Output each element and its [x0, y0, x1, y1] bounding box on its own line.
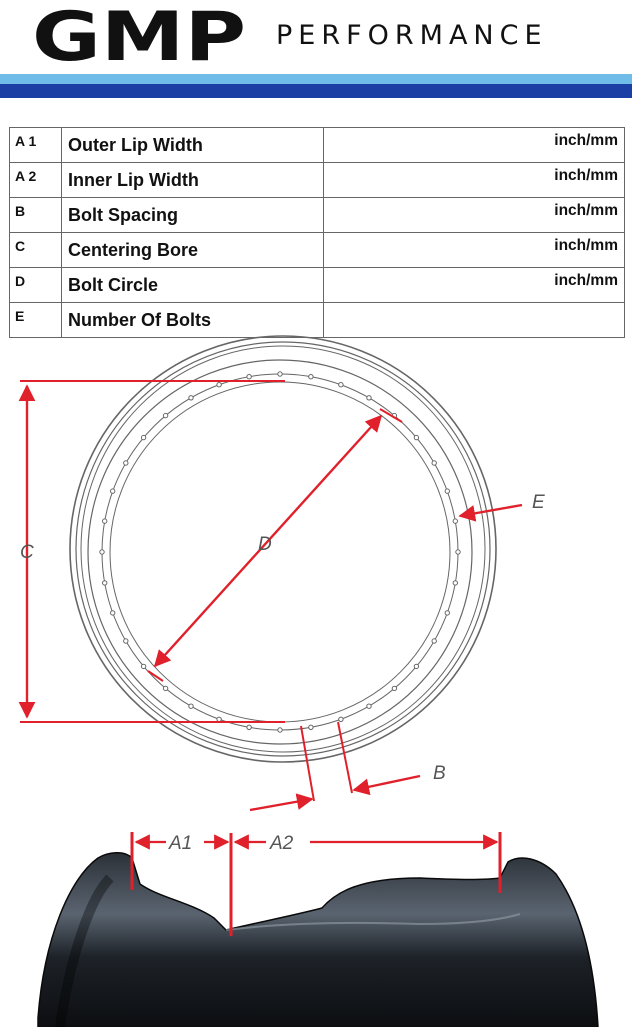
- bolt-hole: [189, 704, 193, 708]
- bolt-hole: [103, 581, 107, 585]
- wheel-barrel: [38, 853, 598, 1027]
- bolt-hole: [124, 461, 128, 465]
- row-label: Inner Lip Width: [62, 163, 324, 198]
- bolt-hole: [453, 581, 457, 585]
- wheel-diagram: [0, 318, 632, 1027]
- barrel-body: [38, 853, 598, 1027]
- d-tick-top: [380, 409, 402, 422]
- bolt-hole: [339, 383, 343, 387]
- table-row: [10, 233, 625, 268]
- bolt-hole: [414, 435, 418, 439]
- b-extension-1: [301, 726, 314, 801]
- bolt-hole: [217, 717, 221, 721]
- row-code: C: [10, 233, 62, 268]
- label-c: C: [20, 542, 34, 563]
- bolt-hole: [309, 375, 313, 379]
- ring-outer-3: [81, 346, 485, 752]
- dimension-b: [250, 722, 446, 810]
- bolt-hole: [339, 717, 343, 721]
- ring-inner: [110, 382, 450, 722]
- bolt-hole: [217, 383, 221, 387]
- bolt-hole: [189, 396, 193, 400]
- row-label: Outer Lip Width: [62, 128, 324, 163]
- table-row: [10, 268, 625, 303]
- b-arrow-right: [354, 776, 420, 790]
- bolt-hole: [124, 639, 128, 643]
- bolt-hole: [453, 519, 457, 523]
- row-unit: inch/mm: [324, 268, 625, 303]
- bolt-hole: [111, 611, 115, 615]
- bolt-hole: [141, 435, 145, 439]
- bolt-hole: [163, 686, 167, 690]
- bolt-hole: [100, 550, 104, 554]
- bolt-hole: [247, 725, 251, 729]
- dimension-e: [460, 492, 545, 516]
- bolt-hole: [432, 639, 436, 643]
- row-label: Centering Bore: [62, 233, 324, 268]
- row-code: D: [10, 268, 62, 303]
- bolt-hole: [432, 461, 436, 465]
- bolt-hole: [163, 413, 167, 417]
- row-unit: inch/mm: [324, 128, 625, 163]
- header-stripe-light: [0, 74, 632, 84]
- bolt-hole: [392, 686, 396, 690]
- header-stripe-dark: [0, 84, 632, 98]
- label-e: E: [532, 492, 545, 513]
- table-row: [10, 198, 625, 233]
- row-label: Bolt Spacing: [62, 198, 324, 233]
- row-unit: inch/mm: [324, 198, 625, 233]
- bolt-hole: [445, 611, 449, 615]
- bolt-hole: [456, 550, 460, 554]
- label-d: D: [258, 534, 272, 555]
- bolt-hole: [278, 372, 282, 376]
- bolt-hole: [247, 375, 251, 379]
- dimension-d: [148, 409, 402, 681]
- row-code: E: [10, 303, 62, 338]
- b-arrow-left: [250, 799, 312, 810]
- row-code: A 1: [10, 128, 62, 163]
- label-b: B: [433, 763, 446, 784]
- ring-mid: [88, 360, 472, 744]
- row-code: A 2: [10, 163, 62, 198]
- dimension-c: [20, 381, 285, 722]
- svg-text:GMP: GMP: [32, 2, 246, 72]
- bolt-hole: [309, 725, 313, 729]
- ring-outer: [70, 336, 496, 762]
- row-unit: inch/mm: [324, 233, 625, 268]
- row-label: Bolt Circle: [62, 268, 324, 303]
- header: [0, 0, 632, 74]
- bolt-hole: [103, 519, 107, 523]
- label-a2: A2: [270, 833, 294, 854]
- ring-outer-2: [76, 342, 490, 756]
- bolt-hole: [278, 728, 282, 732]
- row-label: Number Of Bolts: [62, 303, 324, 338]
- table-row: [10, 128, 625, 163]
- bolt-hole: [414, 664, 418, 668]
- bolt-hole: [445, 489, 449, 493]
- row-unit: inch/mm: [324, 163, 625, 198]
- spec-table: [9, 127, 625, 338]
- bolt-hole: [141, 664, 145, 668]
- row-code: B: [10, 198, 62, 233]
- bolt-hole: [367, 704, 371, 708]
- bolt-hole: [367, 396, 371, 400]
- wheel-ring: [70, 336, 496, 762]
- bolt-hole: [111, 489, 115, 493]
- gmp-logo: [30, 2, 250, 72]
- table-row: [10, 163, 625, 198]
- label-a1: A1: [169, 833, 193, 854]
- brand-subtitle: PERFORMANCE: [276, 20, 548, 51]
